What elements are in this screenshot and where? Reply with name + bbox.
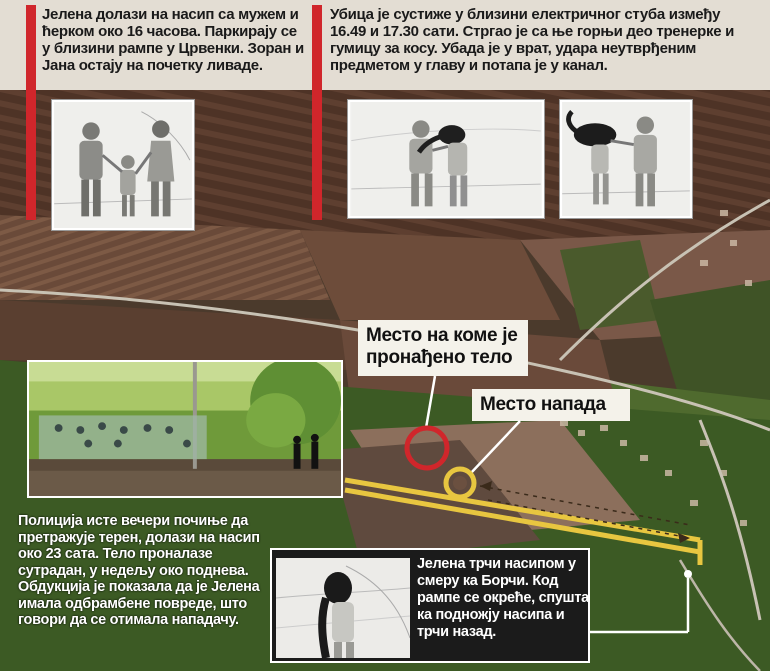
sketch-family <box>52 100 194 230</box>
police-search-photo <box>27 360 343 498</box>
caption-police-search: Полиција исте вечери почиње да претражује терен, долази на насип око 23 сата. Тело проналазе сутрадан, у недељу око поднева. Обдукција је показала да је Јелена имала одбрамбене повреде, што говори да се отимала нападачу. <box>18 513 260 628</box>
running-panel <box>270 548 590 663</box>
caption-arrival: Јелена долази на насип са мужем и ћерком око 16 часова. Паркирају се у близини рампе у Црвенки. Зоран и Јана остају на почетку ливаде. <box>42 6 304 74</box>
caption-running: Јелена трчи насипом у смеру ка Борчи. Код рампе се окреће, спушта ка подножју насипа и трчи назад. <box>417 556 589 640</box>
running-panel-bg <box>272 550 588 661</box>
accent-bar-left <box>26 5 36 220</box>
accent-bar-right <box>312 5 322 220</box>
label-attack-site: Место напада <box>472 389 630 421</box>
sketch-running <box>276 558 410 658</box>
sketch-attack-struggle <box>348 100 544 218</box>
sketch-attack-hair <box>560 100 692 218</box>
caption-attack: Убица је сустиже у близини електричног стуба између 16.49 и 17.30 сати. Стргао је са ње горњи део тренерке и гумицу за косу. Убада је у врат, удара неутврђеним предметом у главу и потапа је у канал. <box>330 6 735 74</box>
label-body-found: Место на коме је пронађено тело <box>358 320 528 376</box>
